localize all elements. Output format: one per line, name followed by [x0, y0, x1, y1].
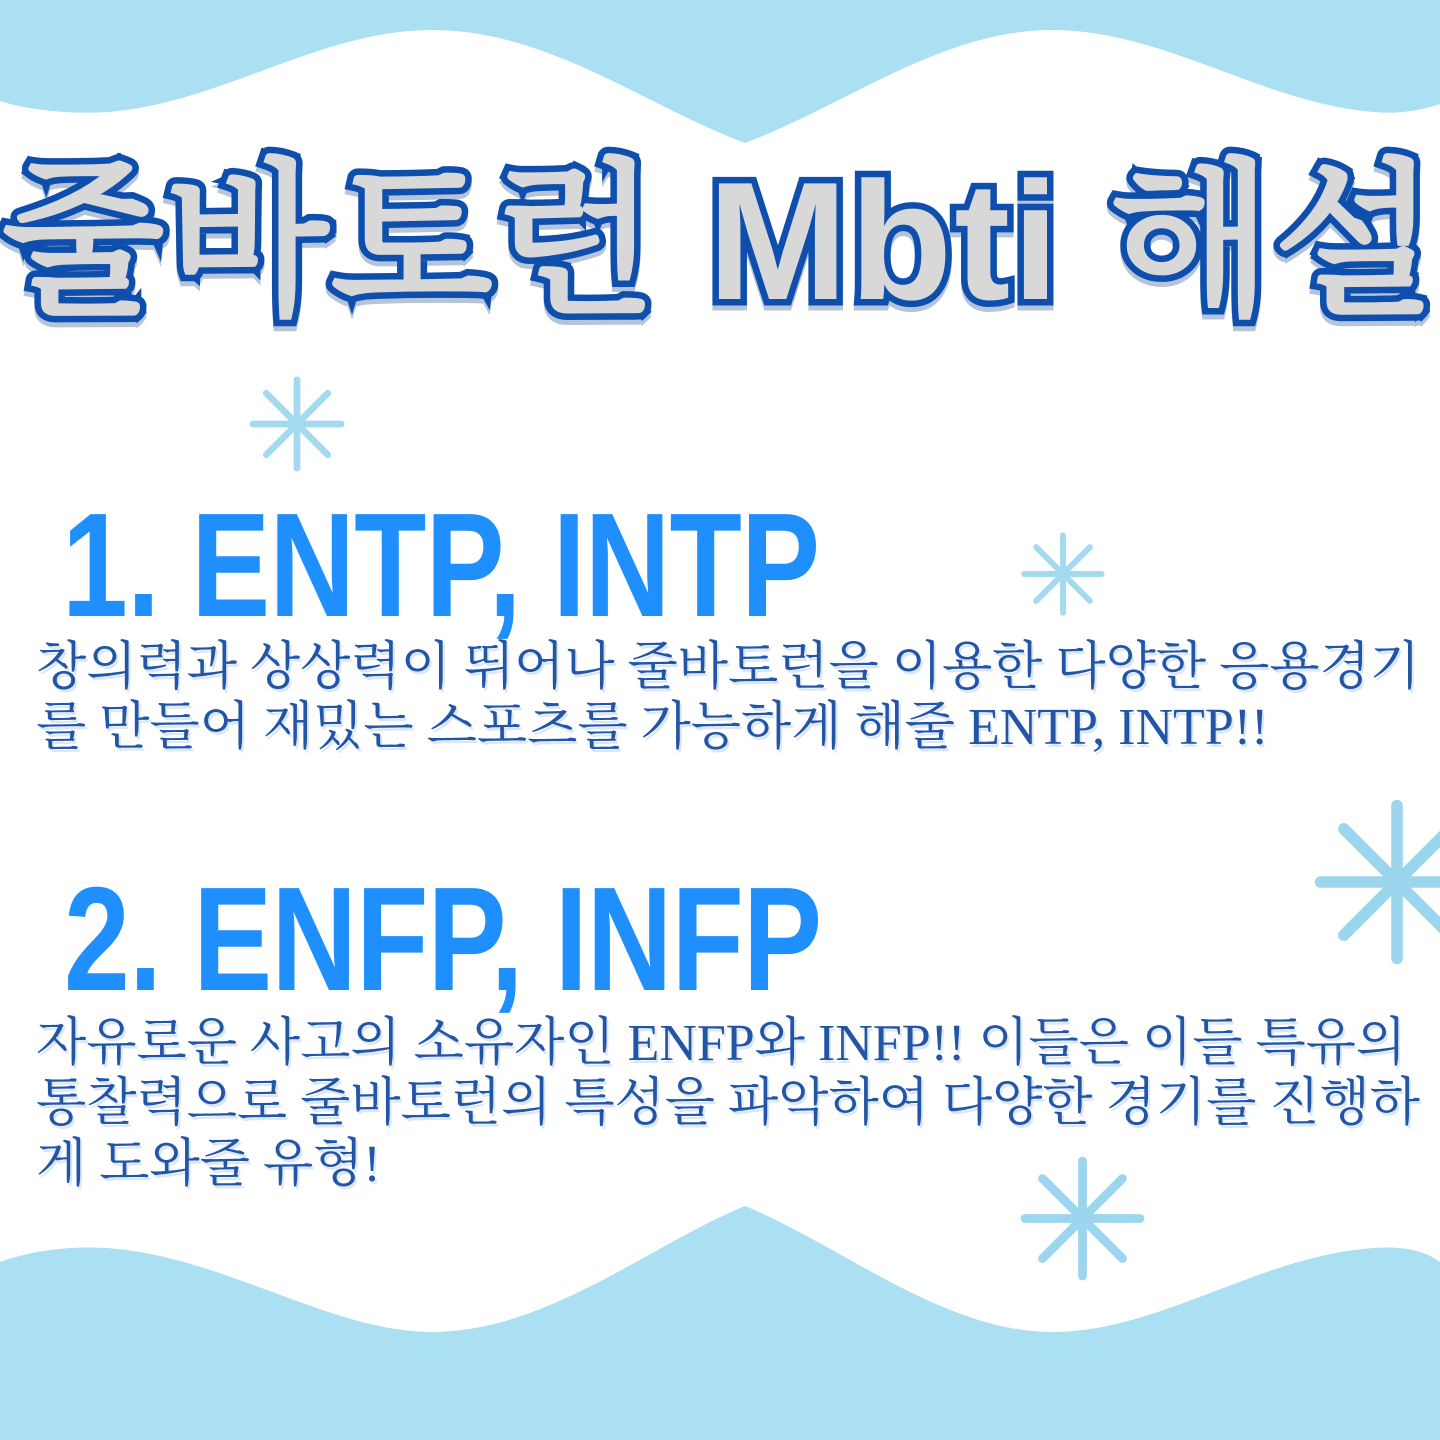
top-wave-band: [0, 0, 1440, 150]
section-1-body: 창의력과 상상력이 뛰어나 줄바토런을 이용한 다양한 응용경기를 만들어 재밌는 스포츠를 가능하게 해줄 ENTP, INTP!!: [36, 639, 1421, 757]
sparkle-icon: [1314, 799, 1440, 965]
page-title: 줄바토런 Mbti 해설: [1, 147, 1439, 335]
sparkle-icon: [249, 376, 345, 472]
bottom-wave-band: [0, 1204, 1440, 1440]
section-2-body: 자유로운 사고의 소유자인 ENFP와 INFP!! 이들은 이들 특유의 통찰력으로 줄바토런의 특성을 파악하여 다양한 경기를 진행하게 도와줄 유형!: [36, 1015, 1421, 1193]
section-2-heading: 2. ENFP, INFP: [64, 857, 822, 1022]
sparkle-icon: [1021, 532, 1105, 616]
section-1-heading: 1. ENTP, INTP: [62, 483, 820, 648]
